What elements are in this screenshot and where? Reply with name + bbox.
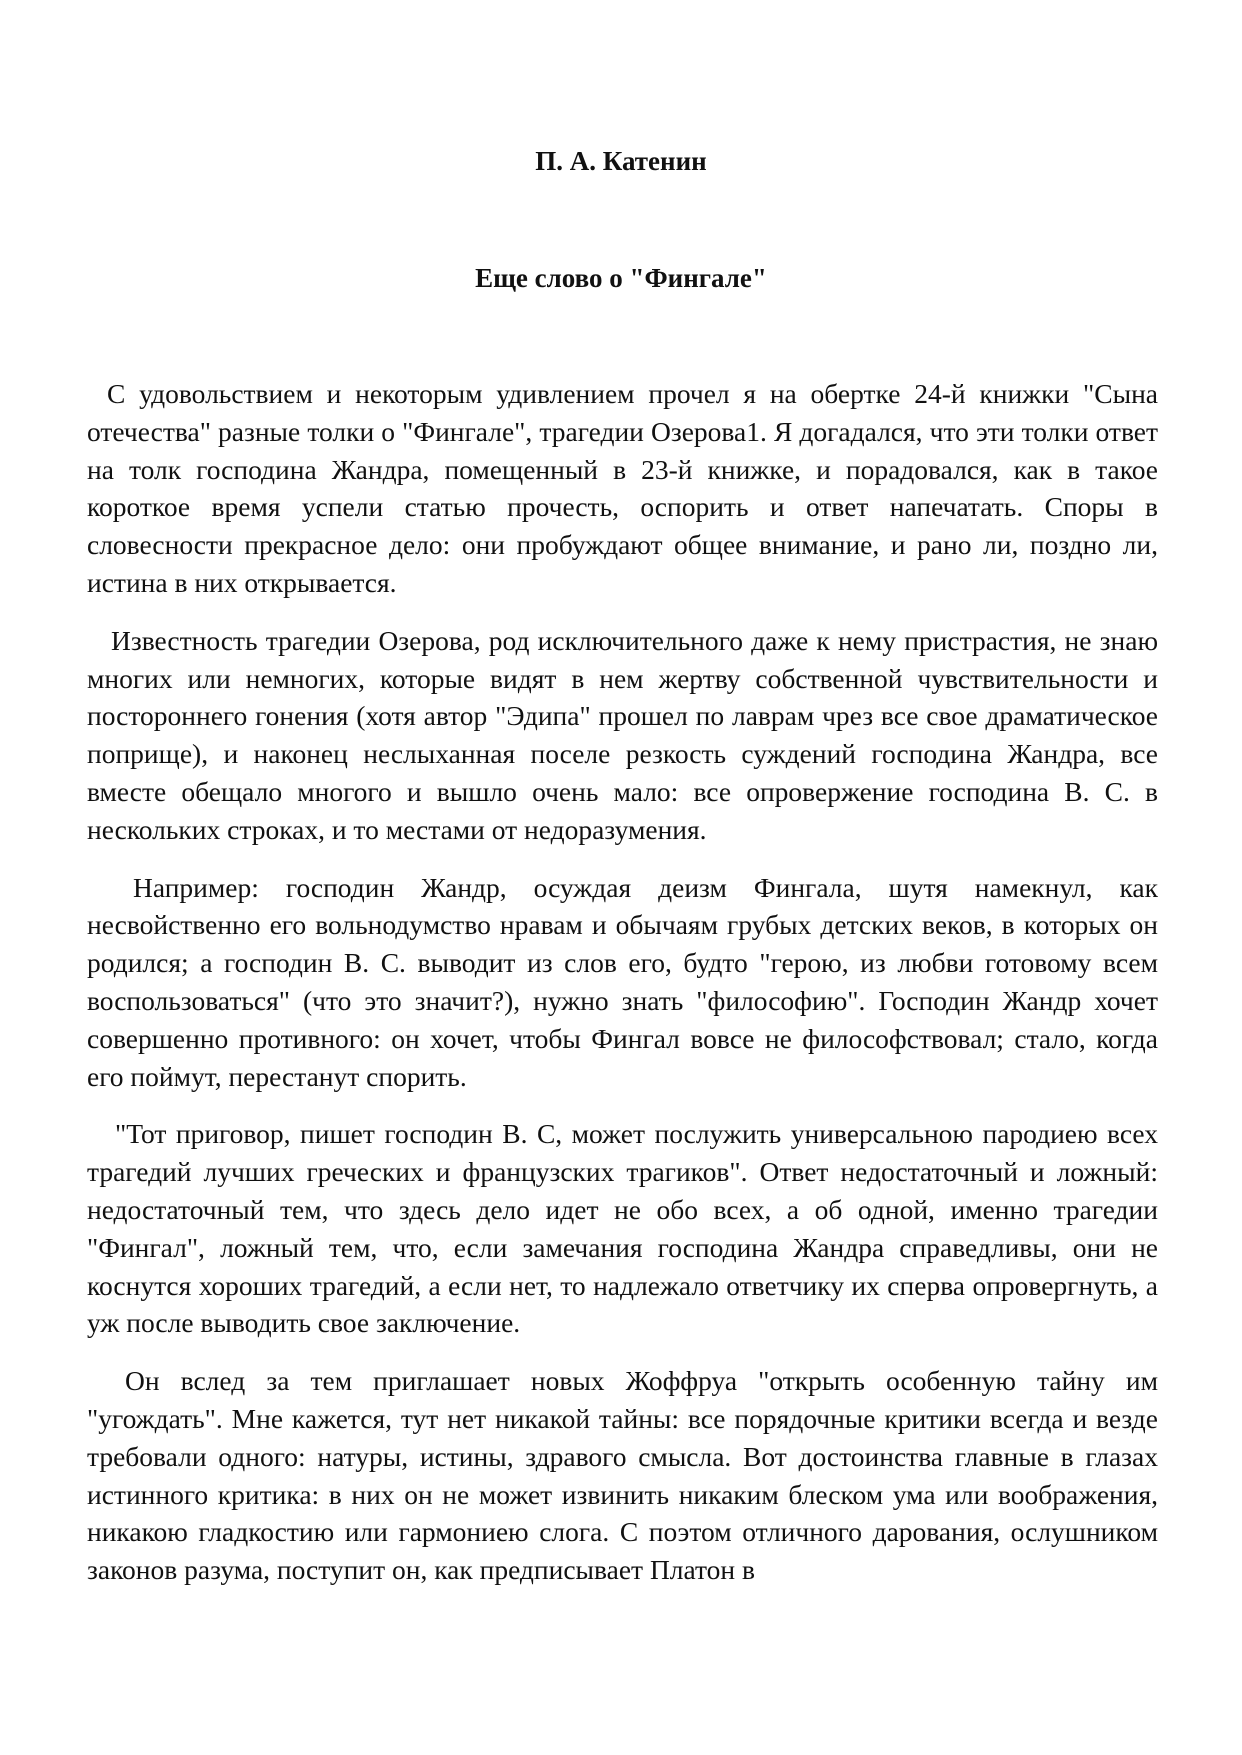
article-title: Еще слово о "Фингале" xyxy=(475,263,767,293)
paragraph: Он вслед за тем приглашает новых Жоффруа "открыть особенную тайну им "угождать". Мне кажется, тут нет никакой тайны: все порядочные критики всегда и везде требовали одного: натуры, истины, здравого смысла. Вот достоинства главные в глазах истинного критика: в них он не может извинить никаким блеском ума или воображения, никакою гладкостию или гармониею слога. С поэтом отличного дарования, ослушником законов разума, поступит он, как предписывает Платон в xyxy=(87,1365,1158,1586)
paragraph: "Тот приговор, пишет господин В. С, может послужить универсальною пародиею всех трагедий лучших греческих и французских трагиков". Ответ недостаточный и ложный: недостаточный тем, что здесь дело идет не обо всех, а об одной, именно трагедии "Фингал", ложный тем, что, если замечания господина Жандра справедливы, они не коснутся хороших трагедий, а если нет, то надлежало ответчику их сперва опровергнуть, а уж после выводить свое заключение. xyxy=(87,1118,1158,1339)
paragraph: Известность трагедии Озерова, род исключительного даже к нему пристрастия, не знаю многих или немногих, которые видят в нем жертву собственной чувствительности и постороннего гонения (хотя автор "Эдипа" прошел по лаврам чрез все свое драматическое поприще), и наконец неслыханная поселе резкость суждений господина Жандра, все вместе обещало многого и вышло очень мало: все опровержение господина В. С. в нескольких строках, и то местами от недоразумения. xyxy=(87,624,1158,845)
paragraph: С удовольствием и некоторым удивлением прочел я на обертке 24-й книжки "Сына отечества" разные толки о "Фингале", трагедии Озерова1. Я догадался, что эти толки ответ на толк господина Жандра, помещенный в 23-й книжке, и порадовался, как в такое короткое время успели статью прочесть, оспорить и ответ напечатать. Споры в словесности прекрасное дело: они пробуждают общее внимание, и рано ли, поздно ли, истина в них открывается. xyxy=(87,378,1158,598)
paragraph: Например: господин Жандр, осуждая деизм Фингала, шутя намекнул, как несвойственно его вольнодумство нравам и обычаям грубых детских веков, в которых он родился; а господин В. С. выводит из слов его, будто "герою, из любви готовому всем воспользоваться" (что это значит?), нужно знать "философию". Господин Жандр хочет совершенно противного: он хочет, чтобы Фингал вовсе не философствовал; стало, когда его поймут, перестанут спорить. xyxy=(87,871,1158,1092)
article-body xyxy=(87,375,1158,1609)
author-name: П. А. Катенин xyxy=(535,146,707,176)
